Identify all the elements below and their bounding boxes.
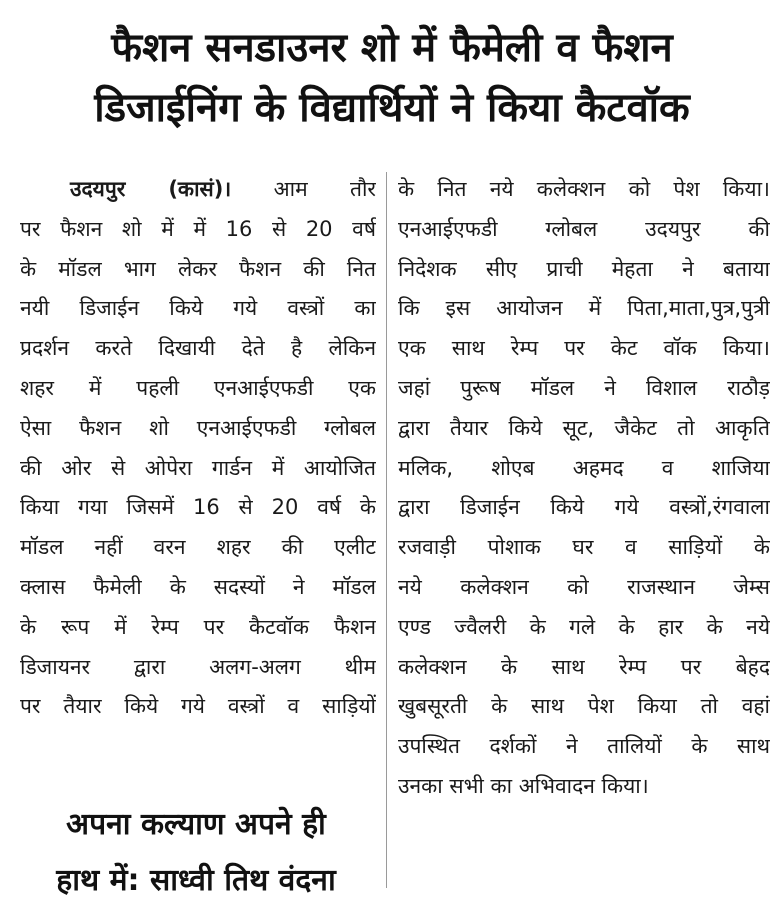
article-line: मॉडल नहीं वरन शहर की एलीट [20,535,376,560]
second-headline-line-1: अपना कल्याण अपने ही [66,807,326,842]
headline [0,0,784,138]
article-first-line [20,170,376,210]
article-line: उनका सभी का अभिवादन किया। [398,773,649,798]
article-line: एनआईएफडी ग्लोबल उदयपुर की [398,216,770,241]
dateline: उदयपुर (कासं)। [70,177,232,201]
article-first-line-text: आम तौर [273,177,376,201]
article-line: मलिक, शोएब अहमद व शाजिया [398,455,770,480]
article-line: पर तैयार किये गये वस्त्रों व साड़ियों [20,694,376,719]
article-line: प्रदर्शन करते दिखायी देते है लेकिन [20,336,376,361]
article-line: पर फैशन शो में में 16 से 20 वर्ष [20,216,376,241]
article-line: उपस्थित दर्शकों ने तालियों के साथ [398,734,770,759]
article-line: के रूप में रेम्प पर कैटवॉक फैशन [20,614,376,639]
article-line: कलेक्शन के साथ रेम्प पर बेहद [398,654,770,679]
article-line: कि इस आयोजन में पिता,माता,पुत्र,पुत्री [398,296,770,321]
second-headline-line-2: हाथ में: साध्वी तिथ वंदना [56,863,336,898]
headline-line-1: फैशन सनडाउनर शो में फैमेली व फैशन [111,25,673,71]
article-line: किया गया जिसमें 16 से 20 वर्ष के [20,495,376,520]
article-line: एक साथ रेम्प पर केट वॉक किया। [398,336,770,361]
article-line: के मॉडल भाग लेकर फैशन की नित [20,256,376,281]
article-column-right [398,170,770,807]
article-line: रजवाड़ी पोशाक घर व साड़ियों के [398,535,770,560]
article-line: एण्ड ज्वैलरी के गले के हार के नये [398,614,770,639]
article-column-left [20,170,376,727]
article-line: खुबसूरती के साथ पेश किया तो वहां [398,694,770,719]
article-line: द्वारा डिजाईन किये गये वस्त्रों,रंगवाला [398,495,770,520]
headline-line-2: डिजाईनिंग के विद्यार्थियों ने किया कैटवॉक [94,85,690,131]
article-line: डिजायनर द्वारा अलग-अलग थीम [20,654,376,679]
article-line: के नित नये कलेक्शन को पेश किया। [398,177,770,201]
article-line: नयी डिजाईन किये गये वस्त्रों का [20,296,376,321]
second-article-headline [0,800,392,904]
article-line: द्वारा तैयार किये सूट, जैकेट तो आकृति [398,415,770,440]
article-line: की ओर से ओपेरा गार्डन में आयोजित [20,455,376,480]
article-line: जहां पुरूष मॉडल ने विशाल राठौड़ [398,375,770,400]
article-line: क्लास फैमेली के सदस्यों ने मॉडल [20,574,376,599]
article-line: शहर में पहली एनआईएफडी एक [20,375,376,400]
article-line: नये कलेक्शन को राजस्थान जेम्स [398,574,770,599]
article-line: निदेशक सीए प्राची मेहता ने बताया [398,256,770,281]
article-line: ऐसा फैशन शो एनआईएफडी ग्लोबल [20,415,376,440]
column-divider [386,172,387,888]
